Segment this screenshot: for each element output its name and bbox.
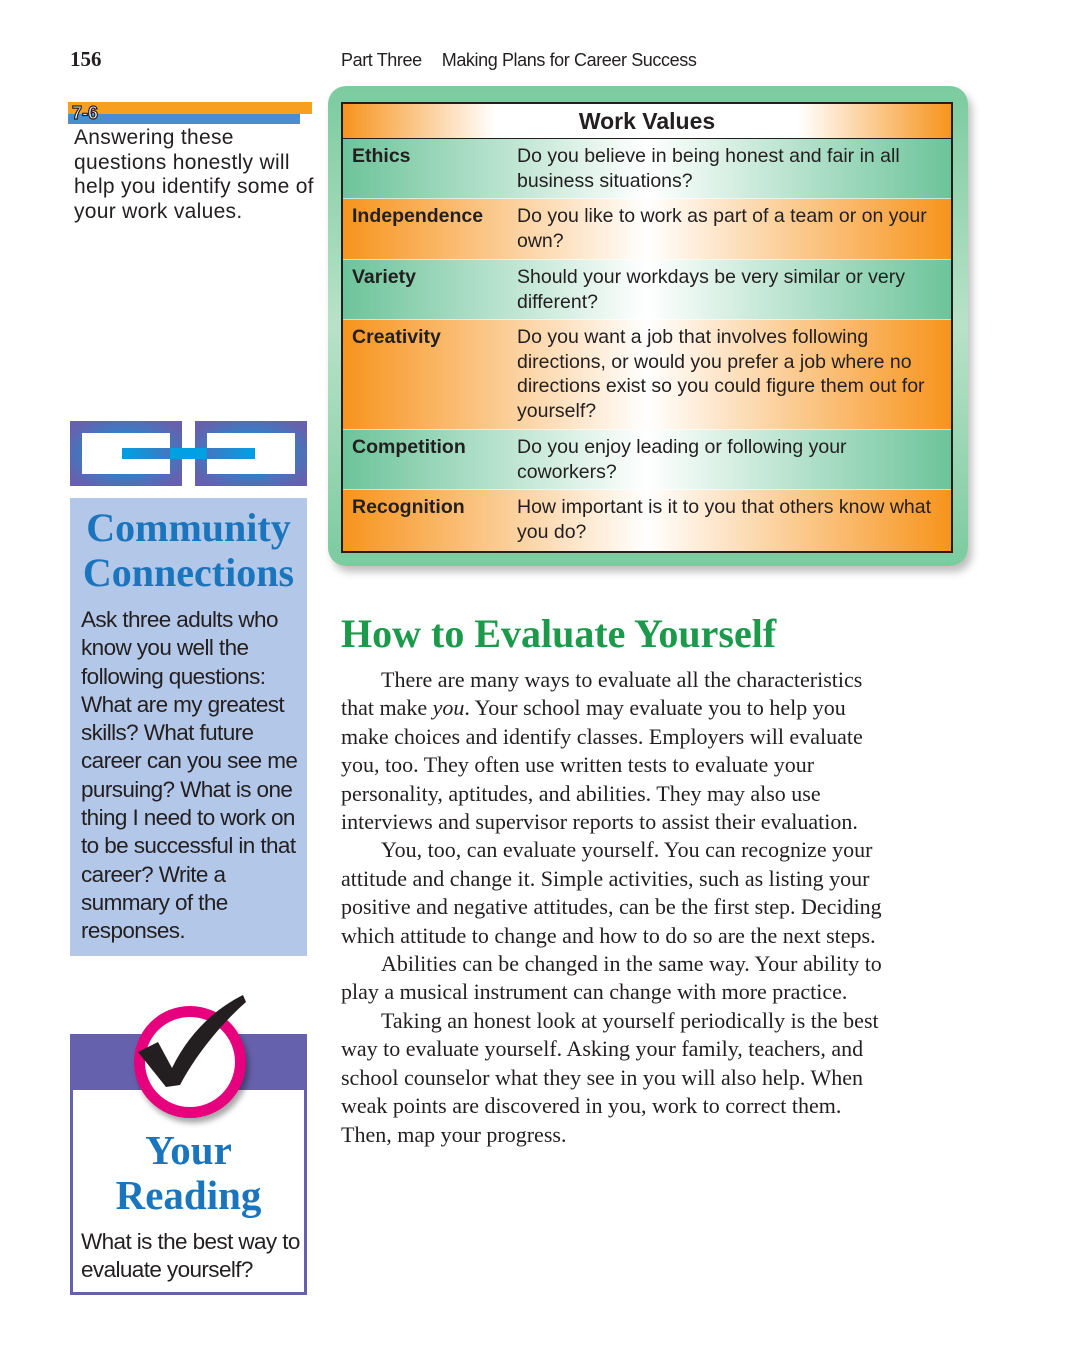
running-header [341, 50, 716, 71]
text-segment: Taking an honest look at yourself periodically is the best [381, 1007, 879, 1033]
text-line [341, 808, 951, 836]
figure-number: 7-6 [72, 103, 99, 123]
text-line [341, 865, 951, 893]
table-row [343, 320, 951, 430]
text-segment: which attitude to change and how to do so are the next steps. [341, 922, 876, 948]
text-segment: attitude and change it. Simple activities, such as listing your [341, 865, 870, 891]
value-term: Competition [352, 436, 466, 458]
table-row [343, 260, 951, 320]
text-segment: You, too, can evaluate yourself. You can recognize your [381, 837, 873, 863]
text-line [341, 1092, 951, 1120]
community-connections-icon [70, 421, 307, 486]
page-number: 156 [70, 47, 102, 71]
text-segment: Abilities can be changed in the same way. Your ability to [381, 951, 882, 977]
text-segment: There are many ways to evaluate all the characteristics [381, 667, 863, 692]
work-values-table [341, 102, 953, 553]
text-line [341, 1121, 951, 1149]
table-row [343, 139, 951, 199]
table-row [343, 490, 951, 551]
text-line [341, 893, 951, 921]
chapter-label: Making Plans for Career Success [441, 50, 697, 70]
body-text [341, 666, 951, 1149]
title-line: Reading [115, 1172, 262, 1218]
value-question: Do you believe in being honest and fair in all business situations? [517, 145, 900, 192]
text-segment: you [432, 695, 465, 721]
value-question: Do you like to work as part of a team or on your own? [517, 205, 927, 252]
value-question: How important is it to you that others know what you do? [517, 496, 932, 543]
your-reading-question: What is the best way to evaluate yourself? [81, 1229, 300, 1282]
text-line [341, 751, 951, 779]
value-question: Do you enjoy leading or following your coworkers? [517, 436, 847, 483]
value-question: Should your workdays be very similar or very different? [517, 266, 905, 313]
your-reading-title [70, 1128, 307, 1218]
text-segment: school counselor what they see in you will also help. When [341, 1064, 863, 1090]
table-title: Work Values [343, 104, 951, 139]
text-segment: that make [341, 695, 433, 721]
figure-bar [68, 102, 312, 114]
title-line: Your [145, 1127, 232, 1173]
text-segment: make choices and identify classes. Employers will evaluate [341, 723, 863, 749]
figure-bar-blue [68, 114, 300, 124]
figure-caption: Answering these questions honestly will help you identify some of your work values. [74, 126, 314, 223]
value-question: Do you want a job that involves following directions, or would you prefer a job where no directions exist so you could figure them out for yourself? [517, 326, 925, 422]
text-line [341, 836, 951, 864]
title-line: Connections [82, 550, 295, 595]
value-term: Ethics [352, 145, 411, 167]
checkmark-icon [128, 990, 258, 1090]
text-line [341, 1007, 951, 1035]
section-heading: How to Evaluate Yourself [341, 611, 777, 656]
text-segment: interviews and supervisor reports to assist their evaluation. [341, 809, 858, 835]
text-line [341, 666, 951, 694]
text-segment: positive and negative attitudes, can be the first step. Deciding [341, 894, 882, 920]
text-line [341, 1035, 951, 1063]
community-connections-title [70, 505, 307, 595]
community-connections-text: Ask three adults who know you well the following questions: What are my greatest skills? What future career can you see me pursuing? What is one thing I need to work on to be successful in that career? Write a summary of the responses. [81, 607, 298, 944]
text-line [341, 1064, 951, 1092]
value-term: Recognition [352, 496, 465, 518]
text-line [341, 723, 951, 751]
value-term: Creativity [352, 326, 441, 348]
text-line [341, 922, 951, 950]
text-segment: . Your school may evaluate you to help you [464, 695, 846, 721]
text-segment: weak points are discovered in you, work to correct them. [341, 1093, 842, 1119]
text-segment: Then, map your progress. [341, 1121, 567, 1147]
text-line [341, 780, 951, 808]
text-line [341, 950, 951, 978]
text-segment: personality, aptitudes, and abilities. They may also use [341, 780, 821, 806]
table-row [343, 199, 951, 260]
value-term: Variety [352, 266, 416, 288]
title-line: Community [86, 505, 291, 550]
text-segment: you, too. They often use written tests to evaluate your [341, 752, 815, 778]
table-row [343, 430, 951, 490]
part-label: Part Three [341, 50, 422, 70]
text-segment: way to evaluate yourself. Asking your family, teachers, and [341, 1036, 864, 1062]
text-line [341, 978, 951, 1006]
text-line [341, 694, 951, 722]
value-term: Independence [352, 205, 484, 227]
text-segment: play a musical instrument can change with more practice. [341, 979, 848, 1005]
